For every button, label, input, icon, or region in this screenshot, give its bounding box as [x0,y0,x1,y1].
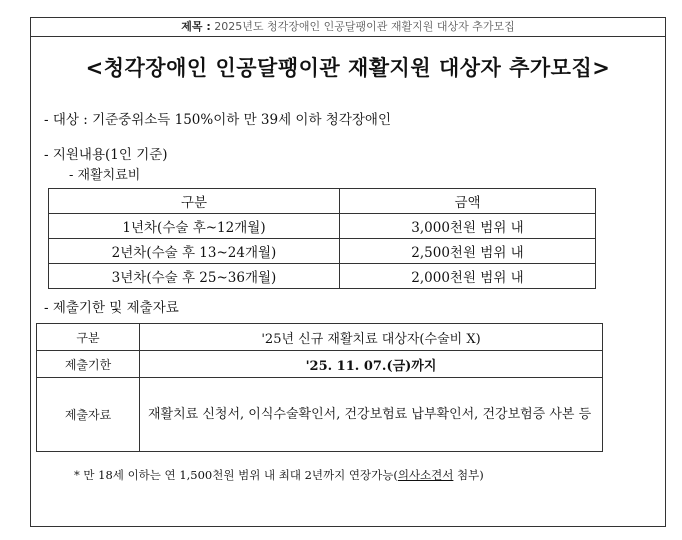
row-amount: 3,000천원 범위 내 [340,214,596,239]
submit-header-value: '25년 신규 재활치료 대상자(수술비 X) [140,324,603,351]
rehab-line: - 재활치료비 [69,168,141,183]
footnote-underlined: 의사소견서 [397,468,454,482]
row-category: 3년차(수술 후 25~36개월) [49,264,340,289]
target-line: - 대상 : 기준중위소득 150%이하 만 39세 이하 청각장애인 [44,112,391,128]
support-table [48,188,596,289]
table-row [49,264,596,289]
table-header-row [37,324,603,351]
row-category: 2년차(수술 후 13~24개월) [49,239,340,264]
table-row [49,239,596,264]
footnote-suffix: 첨부) [453,468,484,482]
submit-line: - 제출기한 및 제출자료 [44,300,179,316]
table-row [49,214,596,239]
header-category: 구분 [49,189,340,214]
support-line: - 지원내용(1인 기준) [44,147,168,163]
table-row [37,378,603,452]
subject-bar [31,18,665,37]
submit-header-label: 구분 [37,324,140,351]
footnote [74,467,484,483]
table-row [37,351,603,378]
row-amount: 2,000천원 범위 내 [340,264,596,289]
deadline-value: '25. 11. 07.(금)까지 [140,351,603,378]
page-title: <청각장애인 인공달팽이관 재활지원 대상자 추가모집> [85,56,611,80]
subject-text: 2025년도 청각장애인 인공달팽이관 재활지원 대상자 추가모집 [214,20,515,33]
footnote-prefix: * 만 18세 이하는 연 1,500천원 범위 내 최대 2년까지 연장가능( [74,468,398,482]
table-header-row [49,189,596,214]
deadline-label: 제출기한 [37,351,140,378]
row-category: 1년차(수술 후~12개월) [49,214,340,239]
submit-table [36,323,603,452]
row-amount: 2,500천원 범위 내 [340,239,596,264]
subject-label: 제목 : [181,20,211,33]
docs-label: 제출자료 [37,378,140,452]
docs-value: 재활치료 신청서, 이식수술확인서, 건강보험료 납부확인서, 건강보험증 사본 등 [140,378,603,452]
header-amount: 금액 [340,189,596,214]
